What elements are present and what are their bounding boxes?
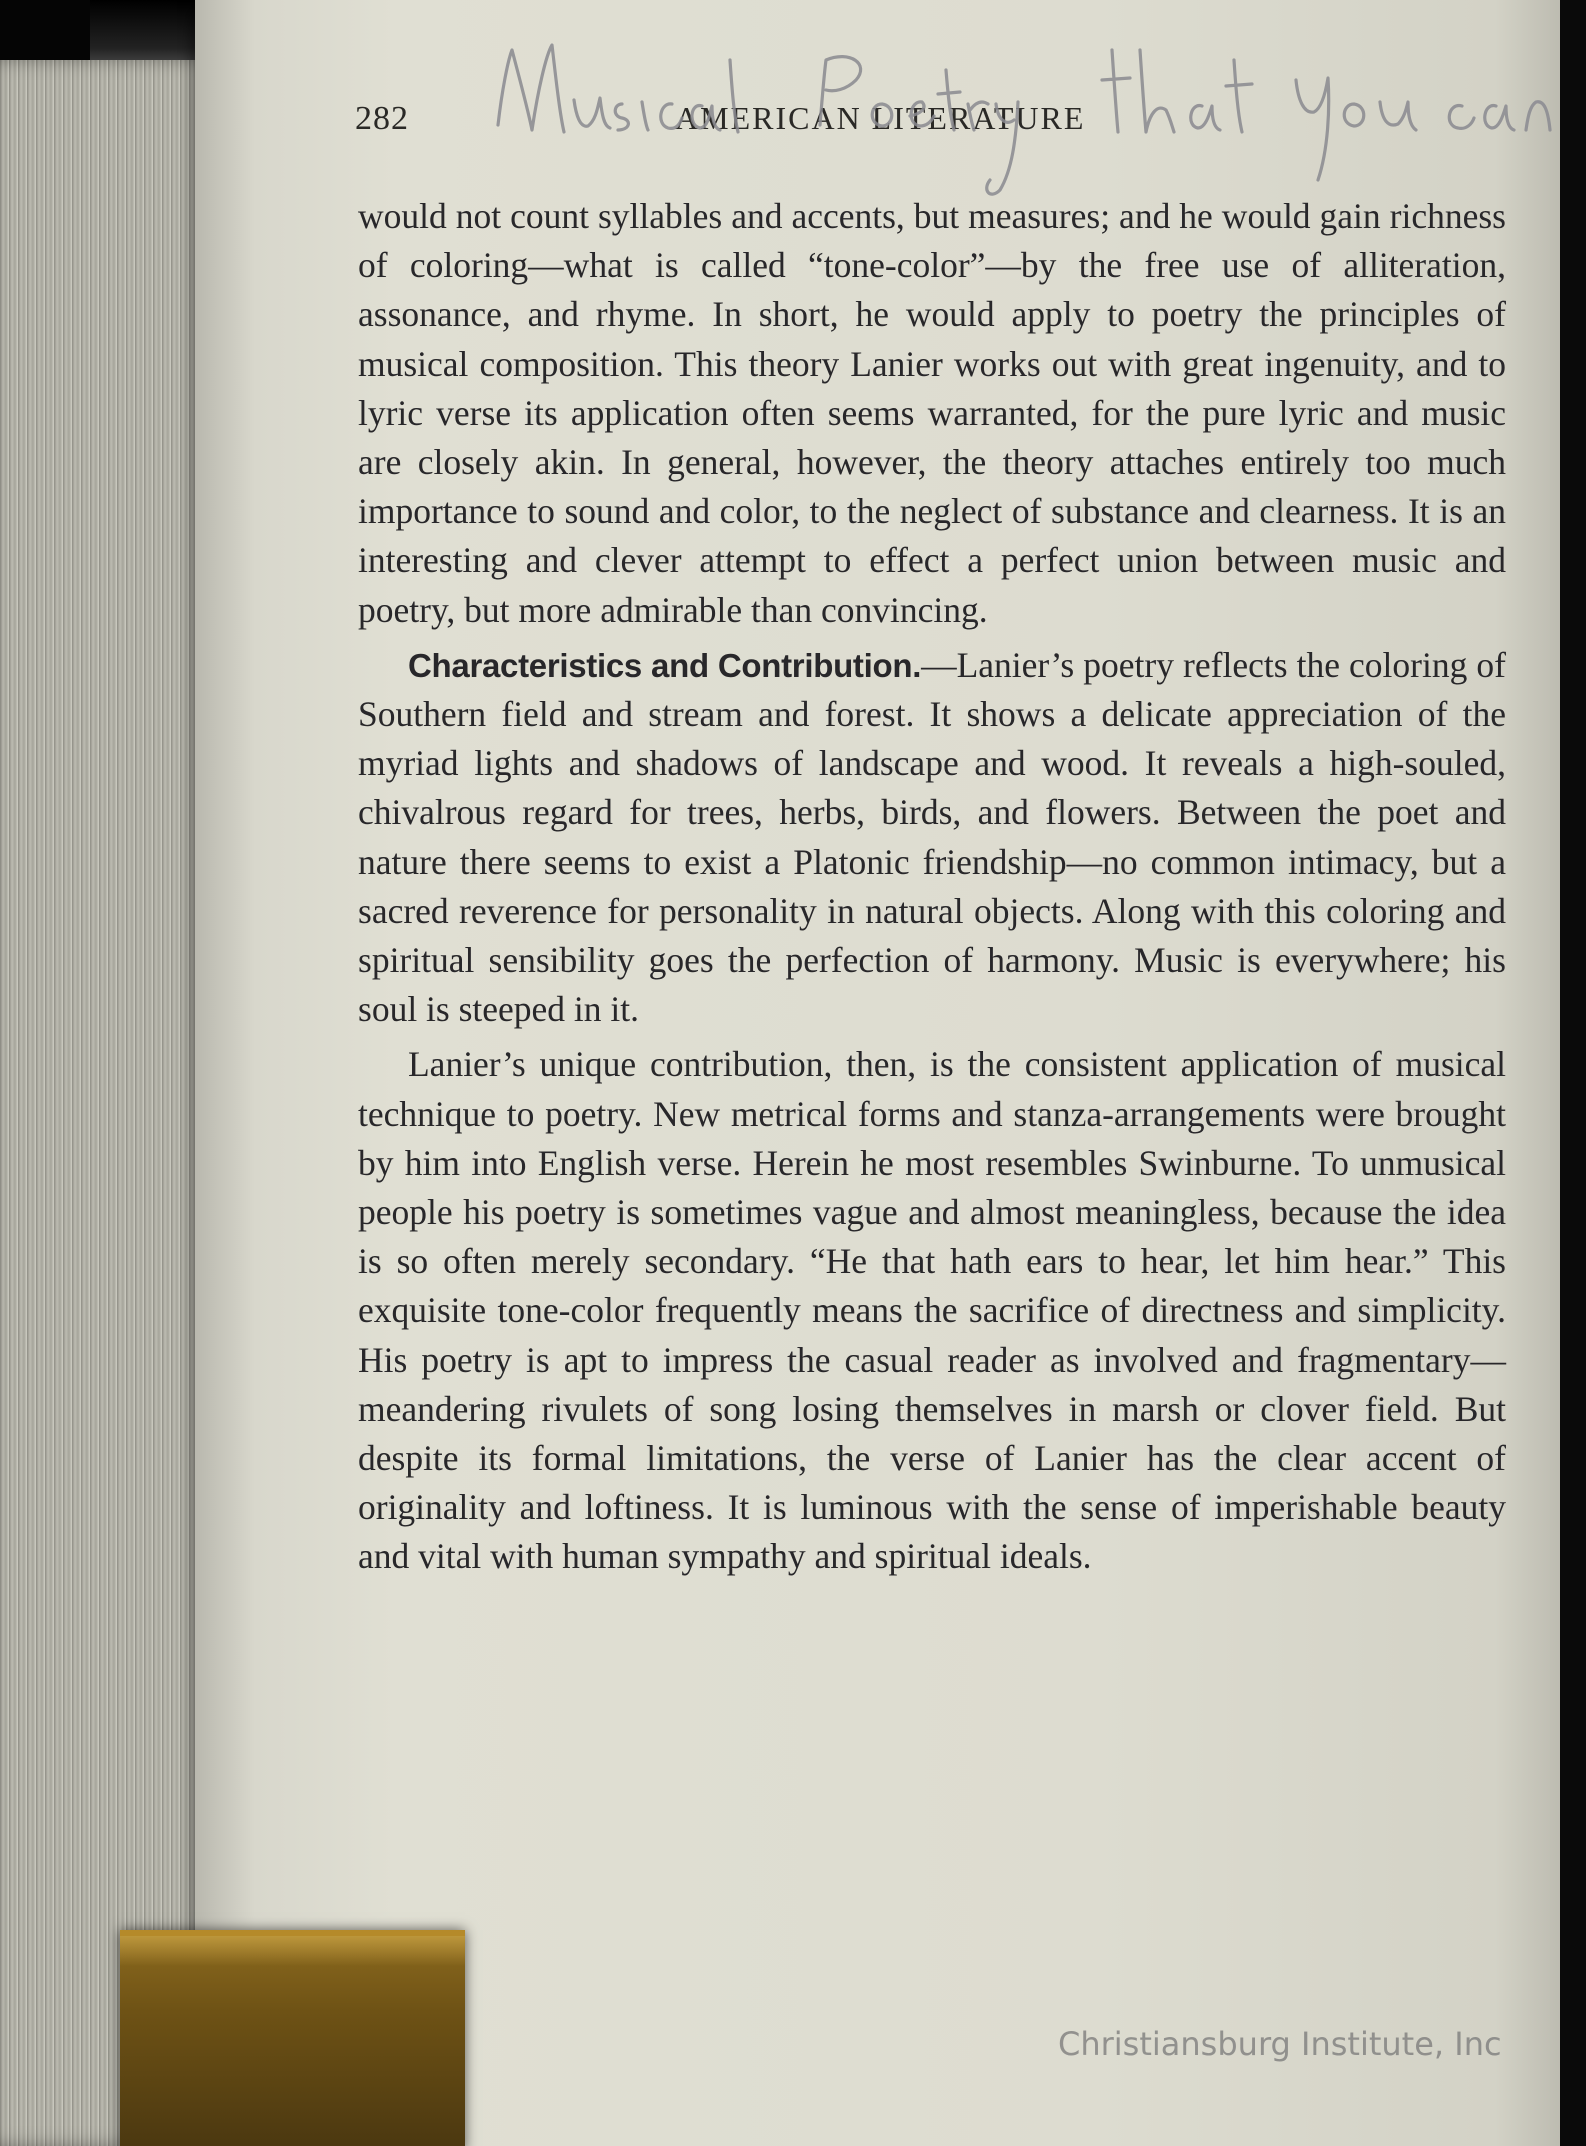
paragraph-1: would not count syllables and accents, but measures; and he would gain richness of coloring—what is called “tone-color”—by the free use of alliteration, assonance, and rhyme. In short, he would apply to poetry the principles of musical composition. This theory Lanier works out with great ingenuity, and to lyric verse its application often seems warranted, for the pure lyric and music are closely akin. In general, however, the theory attaches entirely too much importance to sound and color, to the neglect of substance and clearness. It is an interesting and clever attempt to effect a perfect union between music and poetry, but more admirable than convincing. — [358, 196, 1506, 630]
running-head: AMERICAN LITERATURE — [675, 100, 1086, 136]
page-header — [355, 100, 1505, 150]
section-heading: Characteristics and Contribution. — [408, 646, 922, 684]
paragraph-2 — [358, 641, 1506, 1035]
paragraph-2-text: —Lanier’s poetry reflects the coloring of Southern field and stream and forest. It shows a delicate appreciation of the myriad lights and shadows of landscape and wood. It reveals a high-souled, chivalrous regard for trees, herbs, birds, and flowers. Between the poet and nature there seems to exist a Platonic friendship—no common intimacy, but a sacred reverence for personality in natural objects. Along with this coloring and spiritual sensibility goes the perfection of harmony. Music is everywhere; his soul is steeped in it. — [358, 644, 1506, 1030]
page-body — [358, 192, 1506, 1582]
watermark: Christiansburg Institute, Inc — [1058, 2025, 1502, 2063]
paragraph-3: Lanier’s unique contribution, then, is the consistent application of musical technique to poetry. New metrical forms and stanza-arrangements were brought by him into English verse. Herein he most resembles Swinburne. To unmusical people his poetry is sometimes vague and almost meaningless, because the idea is so often merely secondary. “He that hath ears to hear, let him hear.” This exquisite tone-color frequently means the sacrifice of directness and simplicity. His poetry is apt to impress the casual reader as involved and fragmentary—meandering rivulets of song losing themselves in marsh or clover field. But despite its formal limitations, the verse of Lanier has the clear accent of originality and loftiness. It is luminous with the sense of imperishable beauty and vital with human sympathy and spiritual ideals. — [358, 1044, 1506, 1577]
page-number: 282 — [355, 100, 409, 137]
book-spine-block — [120, 1930, 465, 2146]
page-gutter-shadow — [1560, 0, 1586, 2146]
